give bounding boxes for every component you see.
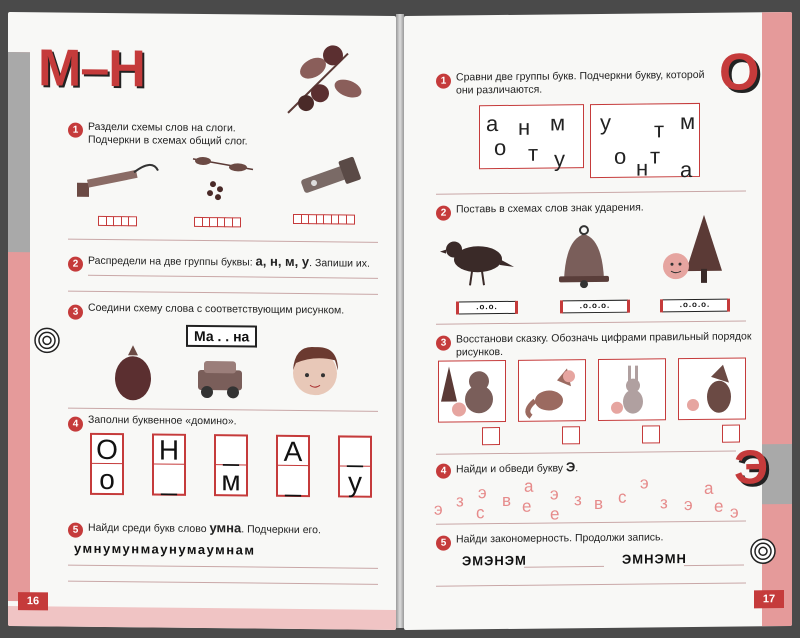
domino-top-letter: О <box>92 435 122 464</box>
left-page <box>8 12 396 630</box>
scattered-letter[interactable]: е <box>550 504 560 524</box>
flashlight-icon <box>293 155 368 201</box>
task-number: 5 <box>68 523 83 538</box>
task-number: 4 <box>68 417 83 432</box>
left-gray-band <box>8 52 30 252</box>
group-2-letter[interactable]: м <box>680 108 696 135</box>
girl-icon <box>280 335 350 406</box>
writing-line[interactable] <box>88 275 378 279</box>
scattered-letter[interactable]: в <box>502 490 512 511</box>
raspberry-branch-icon <box>278 33 378 124</box>
story-picture-2 <box>518 359 586 422</box>
scattered-letter[interactable]: а <box>524 476 534 496</box>
domino-tile[interactable] <box>214 434 248 496</box>
task-number: 4 <box>436 464 451 479</box>
separator <box>68 565 378 569</box>
writing-line[interactable] <box>68 291 378 295</box>
scattered-letter[interactable]: в <box>594 493 604 514</box>
pattern-2: ЭМНЭМН <box>622 551 687 567</box>
raspberry-icon <box>108 343 158 404</box>
separator <box>68 239 378 243</box>
scattered-letter[interactable]: з <box>660 493 668 513</box>
domino-row <box>8 12 396 16</box>
letter-group-1-letters <box>404 12 792 16</box>
spiral-icon <box>34 327 60 353</box>
scattered-letter[interactable]: э <box>550 484 559 504</box>
syllable-scheme-3 <box>293 214 353 225</box>
word-scheme-box: Ма . . на <box>186 325 257 348</box>
domino-top-letter: А <box>278 437 308 466</box>
task-1-text: Сравни две группы букв. Подчеркни букву, которой они различаются. <box>456 68 705 97</box>
task-number: 3 <box>436 336 451 351</box>
group-2-letter[interactable]: а <box>680 157 693 183</box>
writing-line[interactable] <box>436 582 746 586</box>
right-margin-band <box>762 12 792 626</box>
task-5-text: Найди среди букв слово умна. Подчеркни его. <box>88 520 321 537</box>
group-2-letter[interactable]: т <box>654 117 665 143</box>
group-2-letter[interactable]: у <box>600 109 611 135</box>
scattered-letter[interactable]: з <box>456 491 464 511</box>
story-picture-1 <box>438 360 506 423</box>
order-input-2[interactable] <box>562 426 580 444</box>
wolf-icon <box>679 358 745 419</box>
hammer-icon <box>72 158 162 204</box>
car-icon <box>194 356 246 402</box>
separator <box>68 408 378 412</box>
right-page <box>404 12 792 630</box>
domino-top-letter: _ <box>216 436 246 465</box>
bear-icon <box>439 361 505 422</box>
scattered-letter[interactable]: с <box>618 487 627 507</box>
page-title-mn: М–Н <box>38 39 145 99</box>
task-4-text: Заполни буквенное «домино». <box>88 413 237 428</box>
task-number: 1 <box>436 74 451 89</box>
task-3-text: Восстанови сказку. Обозначь цифрами правильный порядок рисунков. <box>456 330 752 359</box>
task-number: 2 <box>436 206 451 221</box>
domino-bottom-letter: _ <box>161 464 177 496</box>
continue-line-1[interactable] <box>524 566 604 568</box>
task-3-text: Соедини схему слова с соответствующим рисунком. <box>88 301 345 317</box>
domino-tile[interactable] <box>90 433 124 495</box>
bell-icon <box>554 224 614 290</box>
letter-string[interactable]: умнумунмаунумаумнам <box>74 540 256 558</box>
domino-top-letter: _ <box>340 437 370 466</box>
syllable-scheme-2 <box>194 217 239 227</box>
group-1-letter[interactable]: м <box>550 110 566 136</box>
group-1-letter[interactable]: о <box>494 134 507 161</box>
scattered-letter[interactable]: е <box>522 496 532 516</box>
domino-tile[interactable] <box>338 435 372 497</box>
task-5-text: Найди закономерность. Продолжи запись. <box>456 531 664 546</box>
task-number: 1 <box>68 123 83 138</box>
task-4-text: Найди и обведи букву Э. <box>456 459 579 476</box>
group-1-letter[interactable]: т <box>528 140 539 166</box>
stress-scheme-2[interactable]: .о.о.о. <box>562 300 628 314</box>
scattered-letter[interactable]: э <box>478 483 487 503</box>
page-title-o: О <box>719 43 760 102</box>
domino-bottom-letter: _ <box>285 465 301 498</box>
scattered-letter[interactable]: с <box>476 503 485 523</box>
group-2-letter[interactable]: н <box>636 155 649 181</box>
page-number: 16 <box>18 592 48 610</box>
letter-group-2-letters <box>404 12 792 16</box>
group-1-letter[interactable]: а <box>486 111 499 137</box>
domino-top-letter: Н <box>154 435 184 464</box>
scattered-letter[interactable]: э <box>434 499 443 519</box>
story-picture-3 <box>598 358 666 421</box>
hare-icon <box>599 359 665 420</box>
task-number: 2 <box>68 257 83 272</box>
fox-icon <box>519 360 585 421</box>
scattered-letter[interactable]: э <box>684 495 693 515</box>
separator <box>436 190 746 194</box>
page-number: 17 <box>754 590 784 608</box>
order-input-3[interactable] <box>642 425 660 443</box>
stress-scheme-1[interactable]: .о.о. <box>458 301 516 315</box>
group-2-letter[interactable]: о <box>614 143 627 169</box>
stress-scheme-3[interactable]: .о.о.о. <box>662 299 728 313</box>
tree-with-kolobok-icon <box>652 211 732 292</box>
spiral-icon <box>750 538 776 564</box>
rowan-icon <box>188 149 258 210</box>
domino-tile[interactable] <box>276 435 310 497</box>
scattered-letter[interactable]: з <box>574 490 582 510</box>
scattered-letter[interactable]: э <box>730 502 739 522</box>
writing-line[interactable] <box>68 581 378 585</box>
task-2-text: Поставь в схемах слов знак ударения. <box>456 201 644 216</box>
left-bottom-band <box>8 606 396 630</box>
scattered-letter[interactable]: е <box>714 496 724 516</box>
separator <box>436 451 736 455</box>
domino-bottom-letter: м <box>221 465 241 497</box>
group-2-letter[interactable]: т <box>650 143 661 169</box>
group-1-letter[interactable]: н <box>518 114 531 140</box>
syllable-scheme-1 <box>98 216 136 226</box>
book-spine <box>396 14 404 628</box>
task-number: 3 <box>68 305 83 320</box>
task-2-text: Распредели на две группы буквы: а, н, м, у. Запиши их. <box>88 253 370 270</box>
scattered-letters <box>404 12 792 16</box>
domino-bottom-letter: у <box>348 466 362 498</box>
domino-tile[interactable] <box>152 433 186 495</box>
continue-line-2[interactable] <box>684 564 744 566</box>
order-input-1[interactable] <box>482 427 500 445</box>
group-1-letter[interactable]: у <box>554 146 565 172</box>
task-1-text: Раздели схемы слов на слоги. Подчеркни в схемах общий слог. <box>88 120 248 148</box>
separator <box>436 320 746 324</box>
domino-bottom-letter: о <box>99 463 115 496</box>
scattered-letter[interactable]: а <box>704 478 714 498</box>
pattern-1: ЭМЭНЭМ <box>462 552 527 569</box>
task-number: 5 <box>436 536 451 551</box>
crow-icon <box>440 227 516 288</box>
big-letter-e: Э <box>734 441 769 495</box>
scattered-letter[interactable]: э <box>640 473 649 493</box>
story-picture-4 <box>678 357 746 420</box>
